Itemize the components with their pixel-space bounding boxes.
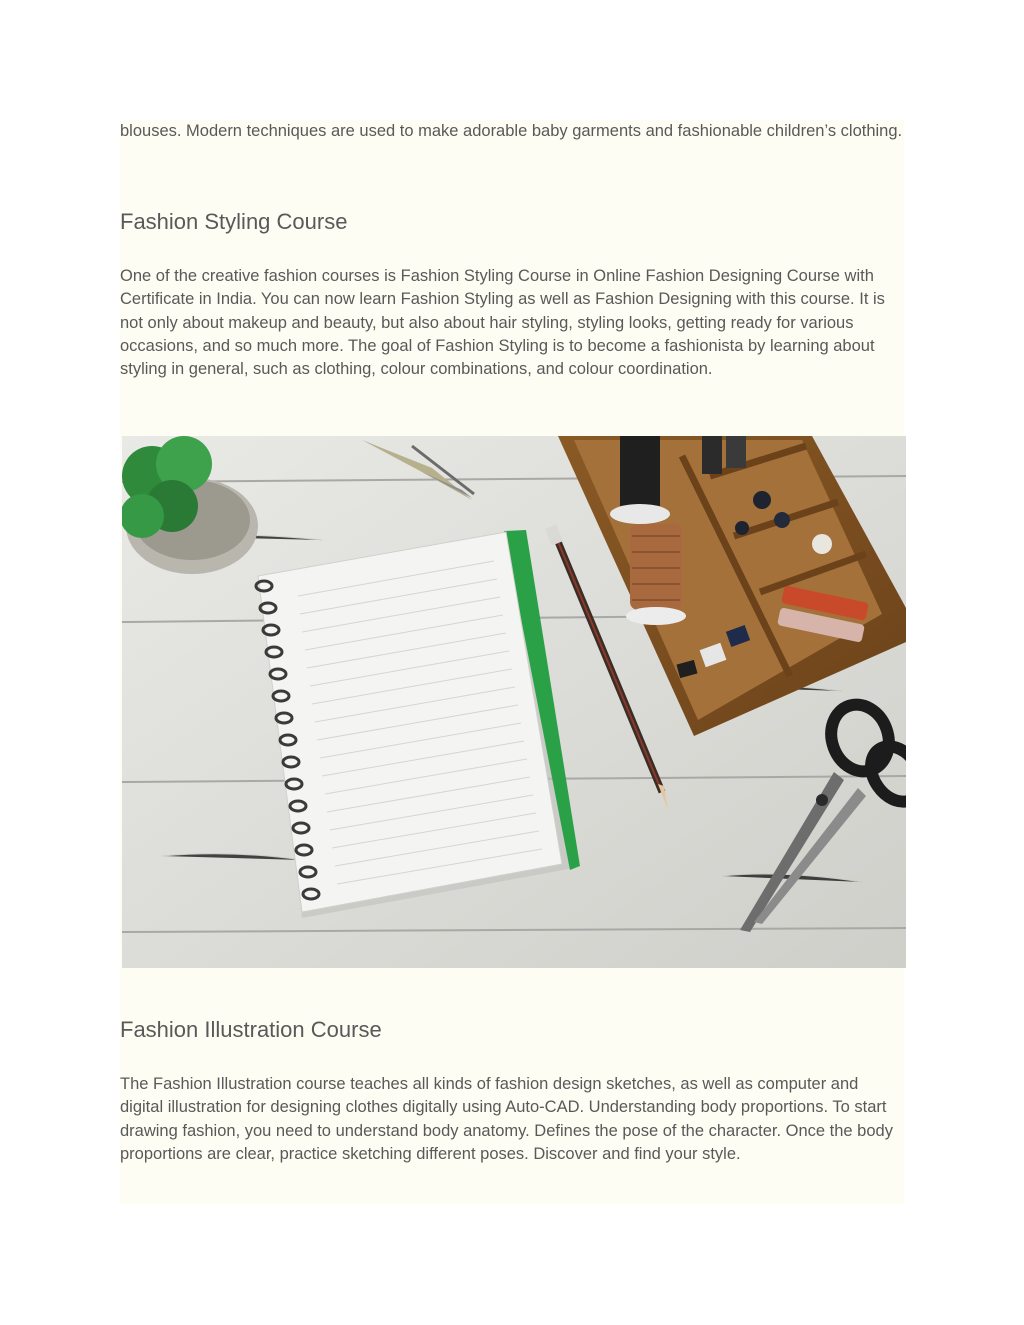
sewing-desk-photo [122, 436, 906, 968]
fashion-styling-heading: Fashion Styling Course [120, 209, 348, 234]
fashion-illustration-heading: Fashion Illustration Course [120, 1017, 382, 1042]
intro-paragraph: blouses. Modern techniques are used to make adorable baby garments and fashionable children’s clothing. [120, 122, 903, 140]
fashion-styling-paragraph: One of the creative fashion courses is Fashion Styling Course in Online Fashion Designing Course with Certificate in India. You can now learn Fashion Styling as well as Fashion Designing with this course. It is not only about makeup and beauty, but also about hair styling, styling looks, getting ready for various occasions, and so much more. The goal of Fashion Styling is to become a fashionista by learning about styling in general, such as clothing, colour combinations, and colour coordination. [120, 267, 885, 379]
content-panel [120, 120, 904, 1204]
notebook-icon [256, 530, 580, 918]
fashion-illustration-paragraph: The Fashion Illustration course teaches all kinds of fashion design sketches, as well as computer and digital illustration for designing clothes digitally using Auto-CAD. Understanding body proportions. To start drawing fashion, you need to understand body anatomy. Defines the pose of the character. Once the body proportions are clear, practice sketching different poses. Discover and find your style. [120, 1075, 893, 1163]
